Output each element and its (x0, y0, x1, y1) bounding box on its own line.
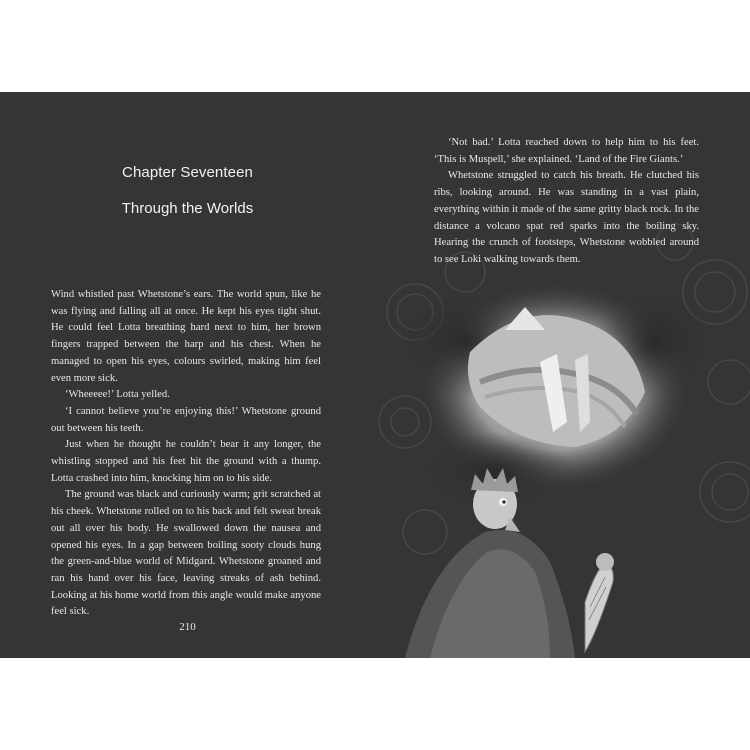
harp-icon (585, 553, 614, 652)
paragraph: Just when he thought he couldn’t bear it any longer, the whistling stopped and his feet hit the ground with a thump. Lotta crashed into him, knocking him on to his side. (51, 439, 321, 484)
chapter-number: Chapter Seventeen (122, 164, 253, 181)
left-page-text (51, 287, 321, 621)
paragraph: The ground was black and curiously warm; grit scratched at his cheek. Whetstone rolled on to his back and felt sweat break out all over his body. He swallowed down the nausea and opened his eyes. In a gap between boiling sooty clouds hung the green-and-blue world of Midgard. Whetstone groaned and ran his hand over his face, leaving streaks of ash behind. Looking at his home world from this angle would make anyone feel sick. (51, 489, 321, 618)
page-number: 210 (179, 621, 196, 633)
paragraph: ‘Not bad.’ Lotta reached down to help him to his feet. ‘This is Muspell,’ she explained. ‘Land of the Fire Giants.’ (434, 137, 699, 165)
paragraph: Whetstone struggled to catch his breath. He clutched his ribs, looking around. He was standing in a vast plain, everything within it made of the same gritty black rock. In the distance a volcano spat red sparks into the boiling sky. Hearing the crunch of footsteps, Whetstone wobbled around to see Loki walking towards them. (434, 170, 699, 265)
right-page (375, 92, 750, 658)
right-page-text (434, 135, 699, 269)
paragraph: ‘I cannot believe you’re enjoying this!’ Whetstone ground out between his teeth. (51, 405, 321, 434)
chapter-title: Through the Worlds (121, 200, 254, 217)
paragraph: ‘Wheeeee!’ Lotta yelled. (65, 389, 170, 401)
left-page (0, 92, 375, 658)
paragraph: Wind whistled past Whetstone’s ears. The world spun, like he was flying and falling all at once. He kept his eyes tight shut. He could feel Lotta breathing hard next to him, her brown fingers trapped between the harp and his chest. When he managed to open his eyes, colours swirled, making him feel even more sick. (51, 289, 321, 384)
book-spread (0, 92, 750, 658)
